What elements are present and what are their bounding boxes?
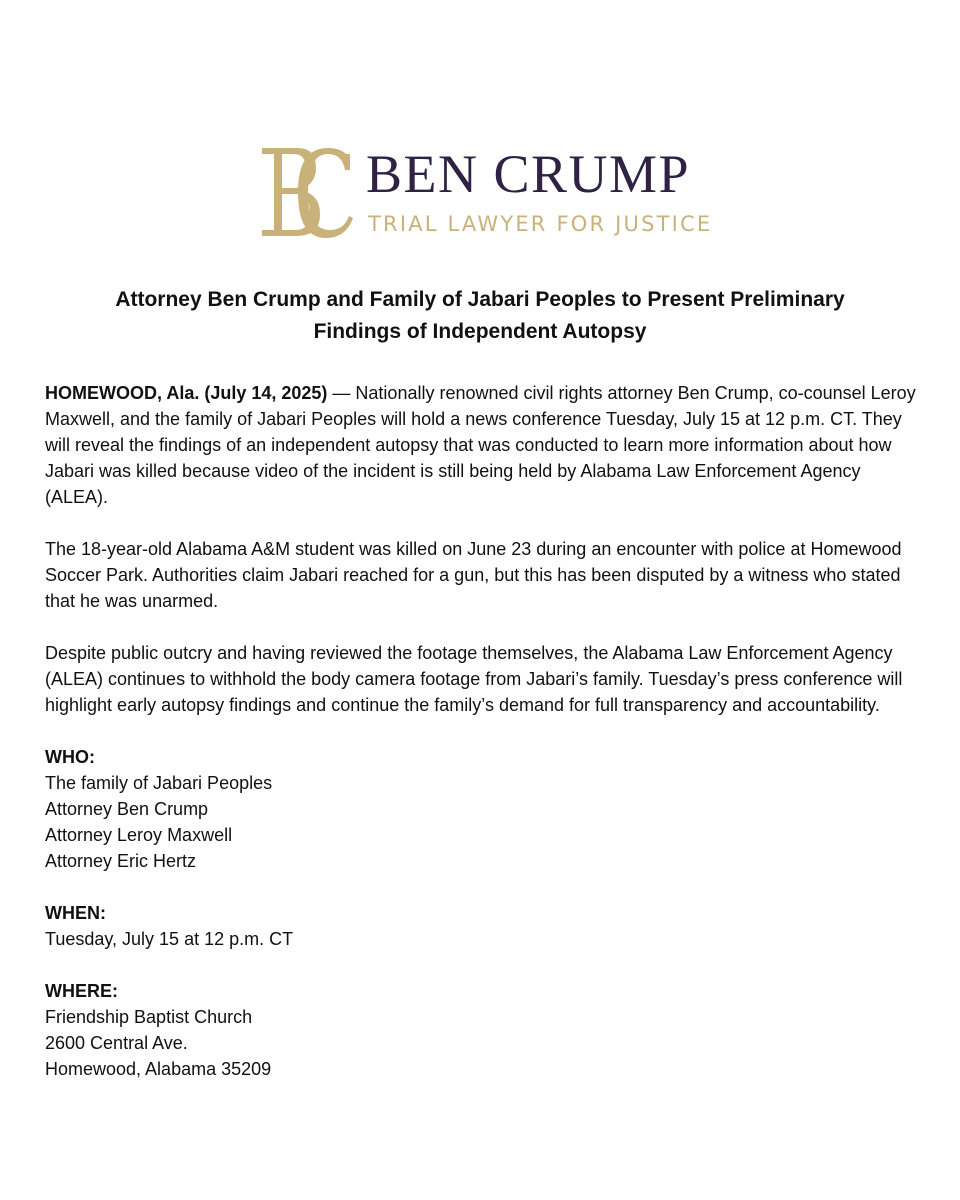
- who-line: Attorney Ben Crump: [45, 799, 209, 819]
- who-label: WHO:: [45, 747, 95, 767]
- press-release-headline: [40, 284, 920, 348]
- who-line: Attorney Eric Hertz: [45, 851, 197, 871]
- press-release-body: [45, 380, 925, 1108]
- where-line: 2600 Central Ave.: [45, 1033, 188, 1053]
- who-section: [45, 744, 925, 874]
- paragraph-intro: [45, 380, 925, 510]
- who-line: The family of Jabari Peoples: [45, 773, 273, 793]
- logo-tagline: TRIAL LAWYER FOR JUSTICE: [368, 212, 713, 236]
- where-label: WHERE:: [45, 981, 118, 1001]
- where-line: Friendship Baptist Church: [45, 1007, 253, 1027]
- where-section: [45, 978, 925, 1082]
- who-line: Attorney Leroy Maxwell: [45, 825, 233, 845]
- when-section: [45, 900, 925, 952]
- ben-crump-logo: [254, 144, 734, 240]
- when-label: WHEN:: [45, 903, 106, 923]
- headline-line-2: Findings of Independent Autopsy: [313, 320, 647, 343]
- where-line: Homewood, Alabama 35209: [45, 1059, 272, 1079]
- when-line: Tuesday, July 15 at 12 p.m. CT: [45, 929, 294, 949]
- paragraph-intro-text: — Nationally renowned civil rights attorney Ben Crump, co-counsel Leroy Maxwell, and the family of Jabari Peoples will hold a news conference Tuesday, July 15 at 12 p.m. CT. They will reveal the findings of an independent autopsy that was conducted to learn more information about how Jabari was killed because video of the incident is still being held by Alabama Law Enforcement Agency (ALEA).: [45, 383, 916, 507]
- paragraph-background: The 18-year-old Alabama A&M student was killed on June 23 during an encounter with police at Homewood Soccer Park. Authorities claim Jabari reached for a gun, but this has been disputed by a witness who stated that he was unarmed.: [45, 539, 902, 611]
- bc-monogram-logo-icon: [254, 144, 354, 240]
- dateline: HOMEWOOD, Ala. (July 14, 2025): [45, 383, 328, 403]
- headline-line-1: Attorney Ben Crump and Family of Jabari Peoples to Present Preliminary: [115, 288, 845, 311]
- paragraph-details: Despite public outcry and having reviewed the footage themselves, the Alabama Law Enforcement Agency (ALEA) continues to withhold the body camera footage from Jabari’s family. Tuesday’s press conference will highlight early autopsy findings and continue the family’s demand for full transparency and accountability.: [45, 643, 903, 715]
- logo-name: BEN CRUMP: [366, 144, 691, 204]
